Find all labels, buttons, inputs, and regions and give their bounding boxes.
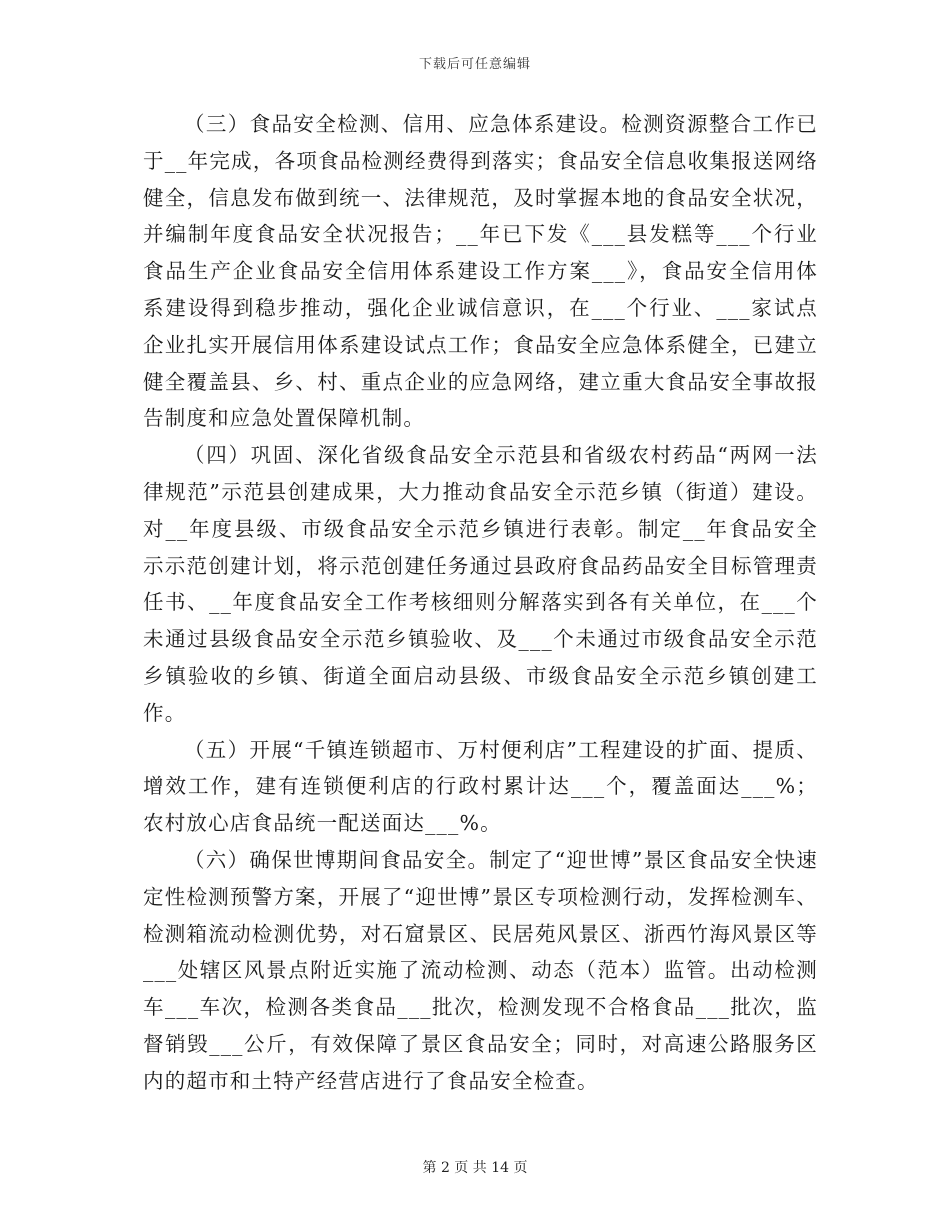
document-body [143, 106, 818, 1100]
paragraph-demonstration-county: （四）巩固、深化省级食品安全示范县和省级农村药品“两网一法律规范”示范县创建成果，大力推动食品安全示范乡镇（街道）建设。对__年度县级、市级食品安全示范乡镇进行表彰。制定__年食品安全示示范创建计划，将示范创建任务通过县政府食品药品安全目标管理责任书、__年度食品安全工作考核细则分解落实到各有关单位，在___个未通过县级食品安全示范乡镇验收、及___个未通过市级食品安全示范乡镇验收的乡镇、街道全面启动县级、市级食品安全示范乡镇创建工作。 [143, 443, 818, 725]
paragraph-chain-supermarkets: （五）开展“千镇连锁超市、万村便利店”工程建设的扩面、提质、增效工作，建有连锁便利店的行政村累计达___个，覆盖面达___%；农村放心店食品统一配送面达___%。 [143, 737, 818, 836]
paragraph-expo-food-safety: （六）确保世博期间食品安全。制定了“迎世博”景区食品安全快速定性检测预警方案，开展了“迎世博”景区专项检测行动，发挥检测车、检测箱流动检测优势，对石窟景区、民居苑风景区、浙西竹海风景区等___处辖区风景点附近实施了流动检测、动态（范本）监管。出动检测车___车次，检测各类食品___批次，检测发现不合格食品___批次，监督销毁___公斤，有效保障了景区食品安全；同时，对高速公路服务区内的超市和土特产经营店进行了食品安全检查。 [143, 847, 818, 1093]
page-header-note: 下载后可任意编辑 [418, 57, 531, 72]
page-footer-number: 第 2 页 共 14 页 [422, 1160, 528, 1176]
paragraph-food-safety-systems: （三）食品安全检测、信用、应急体系建设。检测资源整合工作已于__年完成，各项食品检测经费得到落实；食品安全信息收集报送网络健全，信息发布做到统一、法律规范，及时掌握本地的食品安全状况，并编制年度食品安全状况报告；__年已下发《___县发糕等___个行业食品生产企业食品安全信用体系建设工作方案___》，食品安全信用体系建设得到稳步推动，强化企业诚信意识，在___个行业、___家试点企业扎实开展信用体系建设试点工作；食品安全应急体系健全，已建立健全覆盖县、乡、村、重点企业的应急网络，建立重大食品安全事故报告制度和应急处置保障机制。 [143, 112, 818, 431]
